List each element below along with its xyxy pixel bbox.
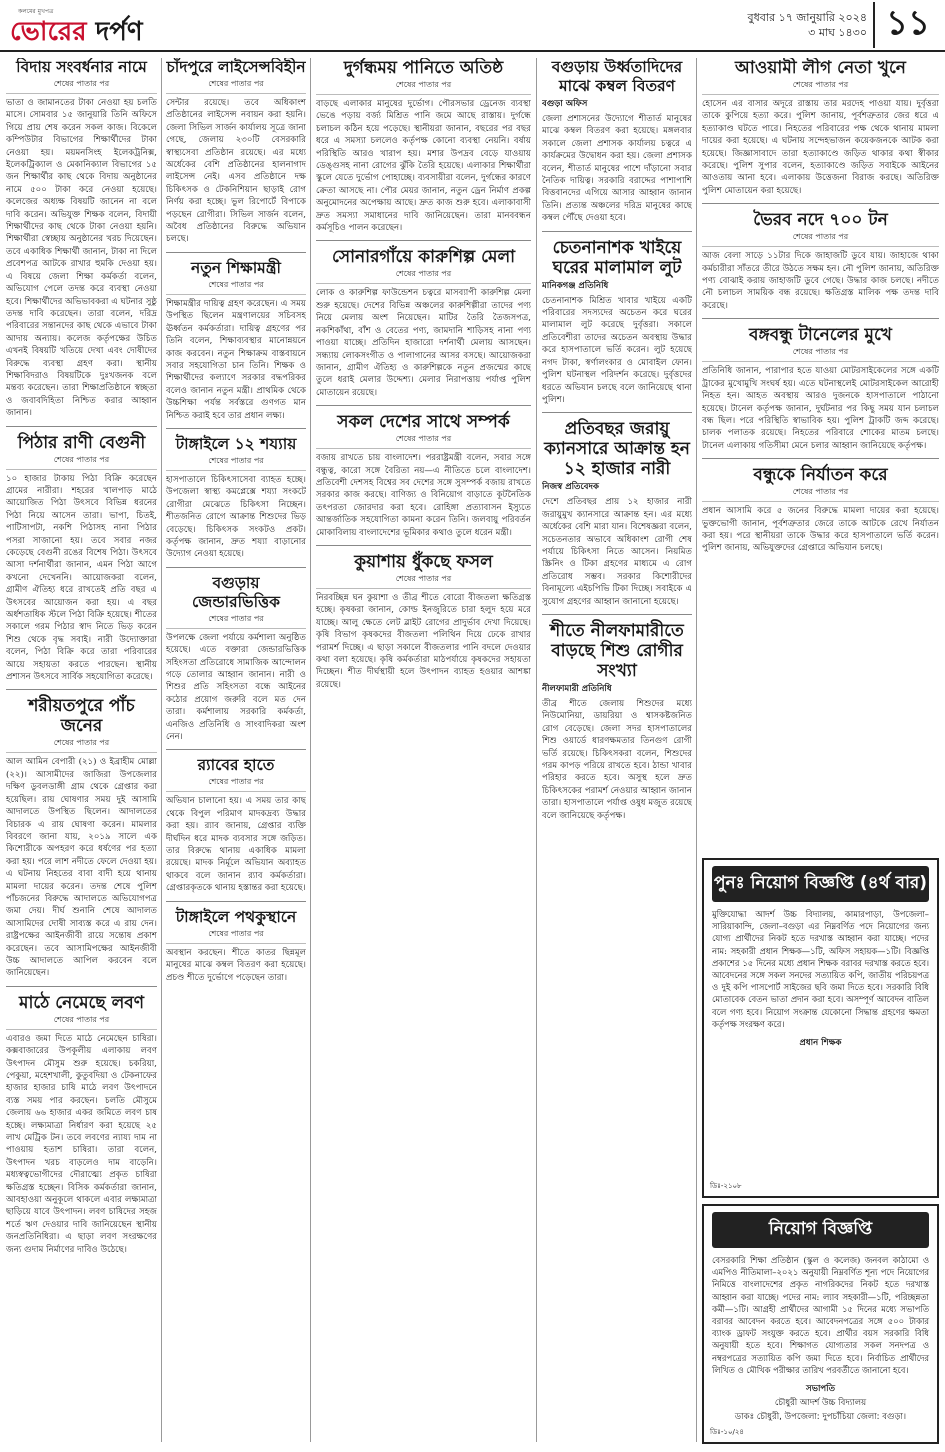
dateline bbox=[748, 10, 868, 40]
column-4 bbox=[542, 58, 692, 1442]
ad-code: ডিঃ-১০/২৪ bbox=[710, 1428, 744, 1436]
divider bbox=[6, 689, 157, 690]
continued-label: শেষের পাতার পর bbox=[166, 78, 306, 94]
date-gregorian: বুধবার ১৭ জানুয়ারি ২০২৪ bbox=[747, 11, 867, 24]
story bbox=[316, 58, 531, 234]
story bbox=[702, 465, 939, 555]
story-headline[interactable]: দুর্গন্ধময় পানিতে অতিষ্ঠ bbox=[343, 58, 504, 78]
continued-label: শেষের পাতার পর bbox=[166, 455, 306, 471]
story-headline[interactable]: নতুন শিক্ষামন্ত্রী bbox=[191, 258, 281, 277]
story-byline: বগুড়া অফিস bbox=[542, 99, 588, 109]
story bbox=[316, 412, 531, 539]
story-body: প্রতিনিধি জানান, পারাপার হতে যাওয়া মোটরসাইকেলের সঙ্গে একটি ট্রাকের মুখোমুখি সংঘর্ষ হয়। এতে ঘটনাস্থলেই মোটরসাইকেল আরোহী নিহত হন। আহত অবস্থায় আরও দুজনকে হাসপাতালে পাঠানো হয়েছে। টানেল কর্তৃপক্ষ জানান, দুর্ঘটনার পর কিছু সময় যান চলাচল বন্ধ ছিল। পরে পরিস্থিতি স্বাভাবিক হয়। পুলিশ ট্রাকটি জব্দ করেছে। চালক পলাতক রয়েছে। নিহতের পরিবারে শোকের মাতম চলছে। টানেল এলাকায় গতিসীমা মেনে চলার আহ্বান জানিয়েছে কর্তৃপক্ষ। bbox=[702, 366, 939, 451]
ad-body: বেসরকারি শিক্ষা প্রতিষ্ঠান (স্কুল ও কলেজ) জনবল কাঠামো ও এমপিও নীতিমালা–২০২১ অনুযায়ী নিম্নবর্ণিত শূন্য পদে নিয়োগের নিমিত্তে বাংলাদেশের প্রকৃত নাগরিকদের নিকট হতে দরখাস্ত আহ্বান করা যাচ্ছে। পদের নাম: ল্যাব সহকারী—১টি, পরিচ্ছন্নতা কর্মী—১টি। আগ্রহী প্রার্থীদের আগামী ১৫ দিনের মধ্যে সভাপতি বরাবর আবেদন করতে হবে। আবেদনপত্রের সঙ্গে ৫০০ টাকার ব্যাংক ড্রাফট সংযুক্ত করতে হবে। প্রার্থীর বয়স সরকারি বিধি অনুযায়ী হতে হবে। শিক্ষাগত যোগ্যতার সকল সনদপত্র ও নম্বরপত্রের সত্যায়িত কপি জমা দিতে হবে। নির্বাচিত প্রার্থীদের লিখিত ও মৌখিক পরীক্ষার তারিখ পরবর্তীতে জানানো হবে। bbox=[712, 1255, 929, 1375]
story-headline[interactable]: চাঁদপুরে লাইসেন্সবিহীন bbox=[166, 58, 306, 76]
story-headline[interactable]: শরীয়তপুরে পাঁচ জনের bbox=[28, 696, 135, 737]
divider bbox=[166, 901, 306, 902]
story bbox=[542, 621, 692, 822]
story bbox=[316, 552, 531, 691]
story-byline: নীলফামারী প্রতিনিধি bbox=[542, 683, 612, 694]
story-headline[interactable]: বন্ধুকে নির্যাতন করে bbox=[753, 465, 888, 486]
divider bbox=[316, 240, 531, 241]
story-body: হাসপাতালে চিকিৎসাসেবা ব্যাহত হচ্ছে। উপজেলা স্বাস্থ্য কমপ্লেক্সে শয্যা সংকটে রোগীরা মেঝেতে চিকিৎসা নিচ্ছেন। শীতজনিত রোগে আক্রান্ত শিশুদের ভিড় বেড়েছে। চিকিৎসক সংকটও প্রকট। কর্তৃপক্ষ জানান, দ্রুত শয্যা বাড়ানোর উদ্যোগ নেওয়া হয়েছে। bbox=[166, 474, 306, 560]
ad-code: ডিঃ-২১০৮ bbox=[710, 1182, 742, 1190]
story bbox=[166, 58, 306, 246]
story bbox=[166, 574, 306, 744]
ad-body: মুক্তিযোদ্ধা আদর্শ উচ্চ বিদ্যালয়, কামারপাড়া, উপজেলা–সারিয়াকান্দি, জেলা–বগুড়া এর নিম্নবর্ণিত পদে নিয়োগের জন্য যোগ্য প্রার্থীদের নিকট হতে দরখাস্ত আহ্বান করা যাচ্ছে। পদের নাম: সহকারী প্রধান শিক্ষক—১টি, অফিস সহায়ক—১টি। বিজ্ঞপ্তি প্রকাশের ১৫ দিনের মধ্যে প্রধান শিক্ষক বরাবর দরখাস্ত করতে হবে। আবেদনের সঙ্গে সকল সনদের সত্যায়িত কপি, জাতীয় পরিচয়পত্র ও দুই কপি পাসপোর্ট সাইজের ছবি জমা দিতে হবে। সরকারি বিধি মোতাবেক বেতন ভাতা প্রদান করা হবে। অসম্পূর্ণ আবেদন বাতিল বলে গণ্য হবে। নিয়োগ সংক্রান্ত যেকোনো সিদ্ধান্ত গ্রহণের ক্ষমতা কর্তৃপক্ষ সংরক্ষণ করে। bbox=[712, 909, 929, 1029]
story-headline[interactable]: র‍্যাবের হাতে bbox=[197, 756, 275, 775]
story bbox=[166, 259, 306, 422]
story-body: বজায় রাখতে চায় বাংলাদেশ। পররাষ্ট্রমন্ত্রী বলেন, সবার সঙ্গে বন্ধুত্ব, কারো সঙ্গে বৈরিতা নয়—এ নীতিতে চলে বাংলাদেশ। প্রতিবেশী দেশসহ বিশ্বের সব দেশের সঙ্গে সুসম্পর্ক বজায় রাখতে সরকার কাজ করছে। বাণিজ্য ও বিনিয়োগ বাড়াতে কূটনৈতিক তৎপরতা জোরদার করা হবে। রোহিঙ্গা প্রত্যাবাসন ইস্যুতে আন্তর্জাতিক সহযোগিতা কামনা করেন তিনি। জলবায়ু পরিবর্তন মোকাবিলায় বাংলাদেশের ভূমিকার কথাও তুলে ধরেন মন্ত্রী। bbox=[316, 453, 531, 538]
story-body: শিক্ষামন্ত্রীর দায়িত্ব গ্রহণ করেছেন। এ সময় উপস্থিত ছিলেন মন্ত্রণালয়ের সচিবসহ ঊর্ধ্বতন কর্মকর্তারা। দায়িত্ব গ্রহণের পর তিনি বলেন, শিক্ষাব্যবস্থার মানোন্নয়নে কাজ করবেন। নতুন শিক্ষাক্রম বাস্তবায়নে সবার সহযোগিতা চান তিনি। শিক্ষক ও শিক্ষার্থীদের কল্যাণে সরকার বদ্ধপরিকর বলেও জানান নতুন মন্ত্রী। প্রাথমিক থেকে উচ্চশিক্ষা পর্যন্ত সর্বস্তরে গুণগত মান নিশ্চিত করাই হবে তার প্রধান লক্ষ্য। bbox=[166, 298, 306, 421]
story-headline[interactable]: সোনারগাঁয়ে কারুশিল্প মেলা bbox=[331, 247, 516, 268]
divider bbox=[702, 203, 939, 204]
story-body: নিরবচ্ছিন্ন ঘন কুয়াশা ও তীব্র শীতে বোরো বীজতলা ক্ষতিগ্রস্ত হচ্ছে। কৃষকরা জানান, কোল্ড ইনজুরিতে চারা হলুদ হয়ে মরে যাচ্ছে। আলু ক্ষেতে লেট ব্লাইট রোগের প্রাদুর্ভাব দেখা দিয়েছে। কৃষি বিভাগ কৃষকদের বীজতলা পলিথিন দিয়ে ঢেকে রাখার পরামর্শ দিচ্ছে। এ ছাড়া সকালে বীজতলার পানি বদলে দেওয়ার কথা বলা হয়েছে। কৃষি কর্মকর্তারা মাঠপর্যায়ে কৃষকদের সহায়তা দিচ্ছেন। শীত দীর্ঘস্থায়ী হলে উৎপাদন ব্যাহত হওয়ার আশঙ্কা রয়েছে। bbox=[316, 592, 531, 690]
story-body: আল আমিন বেপারী (২১) ও ইব্রাহীম মোল্লা (২২)। আসামীদের জাজিরা উপজেলার দক্ষিণ ডুবলডাঙ্গী গ্রাম থেকে গ্রেপ্তার করা হয়েছিল। রায় ঘোষণার সময় দুই আসামি আদালতে উপস্থিত ছিলেন। আদালতের বিচারক এ রায় ঘোষণা করেন। মামলার বিবরণে জানা যায়, ২০১৯ সালে এক কিশোরীকে অপহরণ করে ধর্ষণের পর হত্যা করা হয়। পরে লাশ নদীতে ফেলে দেওয়া হয়। এ ঘটনায় নিহতের বাবা বাদী হয়ে থানায় মামলা দায়ের করেন। তদন্ত শেষে পুলিশ পাঁচজনের বিরুদ্ধে আদালতে অভিযোগপত্র জমা দেয়। দীর্ঘ শুনানি শেষে আদালত আসামিদের দোষী সাব্যস্ত করে এ রায় দেন। রাষ্ট্রপক্ষের আইনজীবী রায়ে সন্তোষ প্রকাশ করেছেন। তবে আসামিপক্ষের আইনজীবী উচ্চ আদালতে আপিল করবেন বলে জানিয়েছেন। bbox=[6, 757, 157, 979]
story-body: অবস্থান করছেন। শীতে কাতর ছিন্নমূল মানুষের মাঝে কম্বল বিতরণ করা হয়েছে। প্রচণ্ড শীতে দুর্ভোগে পড়েছেন তারা। bbox=[166, 947, 306, 983]
divider bbox=[316, 545, 531, 546]
story-headline[interactable]: চেতনানাশক খাইয়ে ঘরের মালামাল লুট bbox=[552, 237, 682, 278]
divider bbox=[316, 405, 531, 406]
column-rule bbox=[161, 58, 162, 1442]
divider bbox=[542, 412, 692, 413]
date-bengali: ৩ মাঘ ১৪৩০ bbox=[808, 26, 867, 39]
story-body: জেলা প্রশাসনের উদ্যোগে শীতার্ত মানুষের মাঝে কম্বল বিতরণ করা হয়েছে। মঙ্গলবার সকালে জেলা প্রশাসক কার্যালয় চত্বরে এ কার্যক্রমের উদ্বোধন করা হয়। জেলা প্রশাসক বলেন, শীতার্ত মানুষের পাশে দাঁড়ানো সবার নৈতিক দায়িত্ব। সরকারি বরাদ্দের পাশাপাশি বিত্তবানদের এগিয়ে আসার আহ্বান জানান তিনি। প্রত্যন্ত অঞ্চলের দরিদ্র মানুষের কাছে কম্বল পৌঁছে দেওয়া হবে। bbox=[542, 114, 692, 224]
story bbox=[702, 210, 939, 312]
story bbox=[6, 433, 157, 684]
ad-title: পুনঃ নিয়োগ বিজ্ঞপ্তি (৪র্থ বার) bbox=[712, 866, 929, 902]
story-byline: মানিকগঞ্জ প্রতিনিধি bbox=[542, 280, 609, 291]
page-number: ১১ bbox=[873, 2, 941, 48]
story bbox=[702, 325, 939, 452]
story bbox=[702, 58, 939, 197]
continued-label: শেষের পাতার পর bbox=[166, 928, 306, 944]
story-headline[interactable]: আওয়ামী লীগ নেতা খুনে bbox=[735, 58, 906, 78]
story-headline[interactable]: টাঙ্গাইলে পথকুস্থানে bbox=[175, 907, 297, 926]
story-body: দেশে প্রতিবছর প্রায় ১২ হাজার নারী জরায়ুমুখ ক্যানসারে আক্রান্ত হন। এর মধ্যে অর্ধেকের বেশি মারা যান। বিশেষজ্ঞরা বলেন, সচেতনতার অভাবে অধিকাংশ রোগী শেষ পর্যায়ে চিকিৎসা নিতে আসেন। নিয়মিত স্ক্রিনিং ও টিকা গ্রহণের মাধ্যমে এ রোগ প্রতিরোধ সম্ভব। সরকার কিশোরীদের বিনামূল্যে এইচপিভি টিকা দিচ্ছে। সবাইকে এ সুযোগ গ্রহণের আহ্বান জানানো হয়েছে। bbox=[542, 497, 692, 607]
story-body: ১০ হাজার টাকায় পিঠা বিক্রি করেছেন গ্রামের নারীরা। শহরের খালপাড় মাঠে আয়োজিত পিঠা উৎসবে বিভিন্ন ধরনের পিঠা নিয়ে আসেন তারা। ভাপা, চিতই, পাটিসাপটা, নকশি পিঠাসহ নানা পিঠার পসরা সাজানো হয়। তবে সবার নজর কেড়েছে বেগুনী রঙের বিশেষ পিঠা। উৎসবে আসা দর্শনার্থীরা জানান, এমন পিঠা আগে কখনো দেখেননি। আয়োজকরা বলেন, গ্রামীণ ঐতিহ্য ধরে রাখতেই প্রতি বছর এ উৎসবের আয়োজন করা হয়। এ বছর অর্ধশতাধিক স্টলে পিঠা বিক্রি হয়েছে। শীতের সকালে গরম পিঠার স্বাদ নিতে ভিড় করেন শিশু থেকে বৃদ্ধ সবাই। নারী উদ্যোক্তারা বলেন, পিঠা বিক্রি করে তারা পরিবারের আয়ে সহায়তা করতে পারছেন। স্থানীয় প্রশাসন উৎসবে সার্বিক সহযোগিতা করেছে। bbox=[6, 473, 157, 683]
story-body: তীব্র শীতে জেলায় শিশুদের মধ্যে নিউমোনিয়া, ডায়রিয়া ও শ্বাসকষ্টজনিত রোগ বেড়েছে। জেলা সদর হাসপাতালের শিশু ওয়ার্ডে ধারণক্ষমতার তিনগুণ রোগী ভর্তি রয়েছে। চিকিৎসকরা বলেন, শিশুদের গরম কাপড় পরিয়ে রাখতে হবে। ঠান্ডা খাবার পরিহার করতে হবে। অসুস্থ হলে দ্রুত চিকিৎসকের পরামর্শ নেওয়ার আহ্বান জানান তারা। হাসপাতালে পর্যাপ্ত ওষুধ মজুত রয়েছে বলে জানিয়েছে কর্তৃপক্ষ। bbox=[542, 698, 692, 821]
continued-label: শেষের পাতার পর bbox=[6, 737, 157, 753]
newspaper-logo[interactable] bbox=[10, 6, 160, 46]
divider bbox=[166, 252, 306, 253]
story bbox=[166, 908, 306, 984]
story-headline[interactable]: বঙ্গবন্ধু টানেলের মুখে bbox=[749, 325, 892, 346]
story bbox=[6, 993, 157, 1256]
story-body: বাড়ছে এলাকার মানুষের দুর্ভোগ। পৌরসভার ড্রেনেজ ব্যবস্থা ভেঙে পড়ায় বর্জ্য মিশ্রিত পানি জমে আছে রাস্তায়। দুর্গন্ধে চলাচল কঠিন হয়ে পড়েছে। স্থানীয়রা জানান, বছরের পর বছর ধরে এ সমস্যা চললেও কর্তৃপক্ষ কোনো ব্যবস্থা নেয়নি। বর্ষায় পরিস্থিতি আরও খারাপ হয়। মশার উপদ্রব বেড়ে যাওয়ায় ডেঙ্গুসহ নানা রোগের ঝুঁকি তৈরি হয়েছে। এলাকার শিক্ষার্থীরা স্কুলে যেতে দুর্ভোগ পোহাচ্ছে। ব্যবসায়ীরা বলেন, দুর্গন্ধের কারণে ক্রেতা আসছে না। পৌর মেয়র জানান, নতুন ড্রেন নির্মাণ প্রকল্প অনুমোদনের অপেক্ষায় আছে। দ্রুত কাজ শুরু হবে। এলাকাবাসী দ্রুত সমস্যা সমাধানের দাবি জানিয়েছেন। তারা মানববন্ধন কর্মসূচিও পালন করেছেন। bbox=[316, 99, 531, 234]
story-headline[interactable]: সকল দেশের সাথে সম্পর্ক bbox=[337, 412, 510, 433]
continued-label: শেষের পাতার পর bbox=[316, 433, 531, 449]
divider bbox=[542, 614, 692, 615]
logo-tagline: কলমের মুখপত্র bbox=[18, 8, 54, 15]
continued-label: শেষের পাতার পর bbox=[6, 1014, 157, 1030]
story-body: উপলক্ষে জেলা পর্যায়ে কর্মশালা অনুষ্ঠিত হয়েছে। এতে বক্তারা জেন্ডারভিত্তিক সহিংসতা প্রতিরোধে সামাজিক আন্দোলন গড়ে তোলার আহ্বান জানান। নারী ও শিশুর প্রতি সহিংসতা বন্ধে আইনের কঠোর প্রয়োগ জরুরি বলে মত দেন তারা। কর্মশালায় সরকারি কর্মকর্তা, এনজিও প্রতিনিধি ও সাংবাদিকরা অংশ নেন। bbox=[166, 632, 306, 743]
ad-signature: প্রধান শিক্ষক bbox=[799, 1038, 842, 1049]
story-body: প্রধান আসামি করে ৫ জনের বিরুদ্ধে মামলা দায়ের করা হয়েছে। ভুক্তভোগী জানান, পূর্বশত্রুতার জেরে তাকে আটকে রেখে নির্যাতন করা হয়। পরে স্থানীয়রা তাকে উদ্ধার করে হাসপাতালে ভর্তি করেন। পুলিশ জানায়, অভিযুক্তদের গ্রেপ্তারে অভিযান চলছে। bbox=[702, 506, 939, 554]
continued-label: শেষের পাতার পর bbox=[316, 79, 531, 95]
story bbox=[542, 58, 692, 225]
masthead bbox=[0, 0, 945, 52]
recruitment-ad[interactable] bbox=[702, 1204, 939, 1444]
divider bbox=[542, 231, 692, 232]
ad-title: নিয়োগ বিজ্ঞপ্তি bbox=[712, 1212, 929, 1248]
continued-label: শেষের পাতার পর bbox=[166, 613, 306, 629]
story-body: অভিযান চালানো হয়। এ সময় তার কাছ থেকে বিপুল পরিমাণ মাদকদ্রব্য উদ্ধার করা হয়। র‍্যাব জানায়, গ্রেপ্তার ব্যক্তি দীর্ঘদিন ধরে মাদক ব্যবসার সঙ্গে জড়িত। তার বিরুদ্ধে থানায় একাধিক মামলা রয়েছে। মাদক নির্মূলে অভিযান অব্যাহত থাকবে বলে জানান র‍্যাব কর্মকর্তারা। গ্রেপ্তারকৃতকে থানায় হস্তান্তর করা হয়েছে। bbox=[166, 796, 306, 894]
column-rule bbox=[536, 58, 537, 1442]
story-headline[interactable]: পিঠার রাণী বেগুনী bbox=[17, 432, 146, 453]
column-rule bbox=[310, 58, 311, 1442]
story-body: সেন্টার রয়েছে। তবে অধিকাংশ প্রতিষ্ঠানের লাইসেন্স নবায়ন করা হয়নি। জেলা সিভিল সার্জন কার্যালয় সূত্রে জানা গেছে, জেলায় ২৩০টি বেসরকারি স্বাস্থ্যসেবা প্রতিষ্ঠান রয়েছে। এর মধ্যে অর্ধেকের বেশি প্রতিষ্ঠানের হালনাগাদ লাইসেন্স নেই। এসব প্রতিষ্ঠানে দক্ষ চিকিৎসক ও টেকনিশিয়ান ছাড়াই রোগ নির্ণয় করা হচ্ছে। ভুল রিপোর্টে বিপাকে পড়ছেন রোগীরা। সিভিল সার্জন বলেন, অবৈধ প্রতিষ্ঠানের বিরুদ্ধে অভিযান চলছে। bbox=[166, 98, 306, 245]
column-rule bbox=[696, 58, 697, 1442]
story bbox=[166, 756, 306, 894]
story bbox=[166, 435, 306, 561]
divider bbox=[6, 426, 157, 427]
continued-label: শেষের পাতার পর bbox=[702, 346, 939, 362]
story-byline: নিজস্ব প্রতিবেদক bbox=[542, 482, 599, 493]
logo-name: ভোরের দর্পণ bbox=[10, 17, 143, 47]
story-headline[interactable]: মাঠে নেমেছে লবণ bbox=[19, 992, 144, 1013]
story-body: চেতনানাশক মিশ্রিত খাবার খাইয়ে একটি পরিবারের সদস্যদের অচেতন করে ঘরের মালামাল লুট করেছে দুর্বৃত্তরা। সকালে প্রতিবেশীরা তাদের অচেতন অবস্থায় উদ্ধার করে হাসপাতালে ভর্তি করেন। লুট হয়েছে নগদ টাকা, স্বর্ণালংকার ও মোবাইল ফোন। পুলিশ ঘটনাস্থল পরিদর্শন করেছে। দুর্বৃত্তদের ধরতে অভিযান চলছে বলে জানিয়েছে থানা পুলিশ। bbox=[542, 295, 692, 405]
story-headline[interactable]: কুয়াশায় ধুঁকছে ফসল bbox=[354, 551, 493, 572]
story-headline[interactable]: বিদায় সংবর্ধনার নামে bbox=[16, 58, 147, 76]
story bbox=[6, 58, 157, 420]
column-1 bbox=[6, 58, 157, 1442]
story-headline[interactable]: বগুড়ায় উর্ধ্বতাদিদের মাঝে কম্বল বিতরণ bbox=[551, 58, 683, 95]
story bbox=[316, 247, 531, 399]
story-headline[interactable]: প্রতিবছর জরায়ু ক্যানসারে আক্রান্ত হন ১২ হাজার নারী bbox=[544, 419, 690, 480]
continued-label: শেষের পাতার পর bbox=[6, 78, 157, 94]
divider bbox=[166, 749, 306, 750]
story-headline[interactable]: টাঙ্গাইলে ১২ শয্যায় bbox=[175, 434, 297, 453]
story bbox=[542, 419, 692, 608]
divider bbox=[702, 318, 939, 319]
story-body: লোক ও কারুশিল্প ফাউন্ডেশন চত্বরে মাসব্যাপী কারুশিল্প মেলা শুরু হয়েছে। দেশের বিভিন্ন অঞ্চলের কারুশিল্পীরা তাদের পণ্য নিয়ে মেলায় অংশ নিয়েছেন। মাটির তৈরি তৈজসপত্র, নকশিকাঁথা, বাঁশ ও বেতের পণ্য, জামদানি শাড়িসহ নানা পণ্য পাওয়া যাচ্ছে। প্রতিদিন হাজারো দর্শনার্থী মেলায় আসছেন। সন্ধ্যায় লোকসংগীত ও পালাগানের আসর বসছে। আয়োজকরা জানান, গ্রামীণ ঐতিহ্য ও কারুশিল্পকে নতুন প্রজন্মের কাছে তুলে ধরাই মেলার উদ্দেশ্য। মেলার নিরাপত্তায় পর্যাপ্ত পুলিশ মোতায়েন রয়েছে। bbox=[316, 288, 531, 398]
ad-signature: সভাপতি চৌধুরী আদর্শ উচ্চ বিদ্যালয় ডাকঃ চৌধুরী, উপজেলা: দুপচাঁচিয়া জেলা: বগুড়া। bbox=[734, 1384, 907, 1423]
column-5 bbox=[702, 58, 939, 852]
story-body: ভাতা ও জামানতের টাকা নেওয়া হয় চলতি মাসে। সোমবার ১৫ জানুয়ারি তিনি অফিসে গিয়ে প্রায় শেষ করেন সকল কাজ। বিকেলে কম্পিউটার বিভাগের শিক্ষার্থীদের টাকা নেওয়া হয়। ময়মনসিংহ ইলেকট্রনিক্স, ইলেকট্রিক্যাল ও মেকানিক্যাল বিভাগের ১৫ জন শিক্ষার্থীর কাছ থেকে বিদায় অনুষ্ঠানের নামে ৫০০ টাকা করে নেওয়া হয়েছে। কলেজের অধ্যক্ষ বিষয়টি জানেন না বলে দাবি করেন। অভিযুক্ত শিক্ষক বলেন, বিদায়ী শিক্ষার্থীদের কাছ থেকে টাকা নেওয়া হয়নি। শিক্ষার্থীরা স্বেচ্ছায় অনুষ্ঠানের খরচ দিয়েছেন। তবে একাধিক শিক্ষার্থী জানান, টাকা না দিলে প্রবেশপত্র আটকে রাখার হুমকি দেওয়া হয়। এ বিষয়ে জেলা শিক্ষা কর্মকর্তা বলেন, অভিযোগ পেলে তদন্ত করে ব্যবস্থা নেওয়া হবে। শিক্ষার্থীদের অভিভাবকরা এ ঘটনার সুষ্ঠু তদন্ত দাবি করেছেন। তারা বলেন, দরিদ্র পরিবারের সন্তানদের কাছ থেকে এভাবে টাকা আদায় অন্যায়। কলেজ কর্তৃপক্ষের উচিত এখনই বিষয়টি খতিয়ে দেখা এবং দোষীদের বিরুদ্ধে ব্যবস্থা গ্রহণ করা। স্থানীয় শিক্ষাবিদরাও বিষয়টিকে দুঃখজনক বলে মন্তব্য করেছেন। তারা শিক্ষাপ্রতিষ্ঠানে স্বচ্ছতা ও জবাবদিহিতা নিশ্চিত করার আহ্বান জানান। bbox=[6, 98, 157, 419]
story-body: এবারও জমা দিতে মাঠে নেমেছেন চাষিরা। কক্সবাজারের উপকূলীয় এলাকায় লবণ উৎপাদন মৌসুম শুরু হয়েছে। চকরিয়া, পেকুয়া, মহেশখালী, কুতুবদিয়া ও টেকনাফের হাজার হাজার চাষি মাঠে লবণ উৎপাদনে ব্যস্ত সময় পার করছেন। চলতি মৌসুমে জেলায় ৬৬ হাজার একর জমিতে লবণ চাষ হচ্ছে। লক্ষ্যমাত্রা নির্ধারণ করা হয়েছে ২৫ লাখ মেট্রিক টন। তবে লবণের ন্যায্য দাম না পাওয়ায় হতাশ চাষিরা। তারা বলেন, উৎপাদন খরচ বাড়লেও দাম বাড়েনি। মধ্যস্বত্বভোগীদের দৌরাত্ম্যে প্রকৃত চাষিরা ক্ষতিগ্রস্ত হচ্ছেন। বিসিক কর্মকর্তারা জানান, আবহাওয়া অনুকূলে থাকলে এবার লক্ষ্যমাত্রা ছাড়িয়ে যাবে উৎপাদন। লবণ চাষিদের সহজ শর্তে ঋণ দেওয়ার দাবি জানিয়েছেন স্থানীয় জনপ্রতিনিধিরা। এ ছাড়া লবণ সংরক্ষণের জন্য গুদাম নির্মাণের দাবিও উঠেছে। bbox=[6, 1033, 157, 1255]
continued-label: শেষের পাতার পর bbox=[316, 573, 531, 589]
story-body: আজ বেলা সাড়ে ১১টার দিকে জাহাজটি ডুবে যায়। জাহাজে থাকা কর্মচারীরা সাঁতরে তীরে উঠতে সক্ষম হন। নৌ পুলিশ জানায়, অতিরিক্ত পণ্য বোঝাই করায় জাহাজটি ডুবে গেছে। উদ্ধার কাজ চলছে। নদীতে নৌ চলাচল সাময়িক বন্ধ রয়েছে। ক্ষতিগ্রস্ত মালিক পক্ষ তদন্ত দাবি করেছে। bbox=[702, 251, 939, 311]
story bbox=[6, 696, 157, 979]
column-2 bbox=[166, 58, 306, 1442]
recruitment-ad-4th[interactable] bbox=[702, 858, 939, 1198]
continued-label: শেষের পাতার পর bbox=[702, 486, 939, 502]
divider bbox=[166, 567, 306, 568]
column-3 bbox=[316, 58, 531, 1442]
divider bbox=[6, 986, 157, 987]
continued-label: শেষের পাতার পর bbox=[6, 454, 157, 470]
story bbox=[542, 238, 692, 407]
story-headline[interactable]: শীতে নীলফামারীতে বাড়ছে শিশু রোগীর সংখ্যা bbox=[550, 620, 684, 681]
story-headline[interactable]: বগুড়ায় জেন্ডারভিত্তিক bbox=[192, 573, 280, 611]
continued-label: শেষের পাতার পর bbox=[316, 268, 531, 284]
continued-label: শেষের পাতার পর bbox=[702, 79, 939, 95]
continued-label: শেষের পাতার পর bbox=[702, 231, 939, 247]
continued-label: শেষের পাতার পর bbox=[166, 776, 306, 792]
story-body: হোসেন এর বাসার অদূরে রাস্তায় তার মরদেহ পাওয়া যায়। দুর্বৃত্তরা তাকে কুপিয়ে হত্যা করে। পুলিশ জানায়, পূর্বশত্রুতার জের ধরে এ হত্যাকাণ্ড ঘটতে পারে। নিহতের পরিবারের পক্ষ থেকে থানায় মামলা দায়ের করা হয়েছে। এ ঘটনায় সন্দেহভাজন কয়েকজনকে আটক করা হয়েছে। জিজ্ঞাসাবাদে তারা হত্যাকাণ্ডে জড়িত থাকার কথা স্বীকার করেছে। পুলিশ সুপার বলেন, হত্যাকাণ্ডে জড়িত সবাইকে আইনের আওতায় আনা হবে। এলাকায় উত্তেজনা বিরাজ করছে। অতিরিক্ত পুলিশ মোতায়েন করা হয়েছে। bbox=[702, 99, 939, 196]
divider bbox=[702, 458, 939, 459]
continued-label: শেষের পাতার পর bbox=[166, 279, 306, 295]
divider bbox=[166, 428, 306, 429]
story-headline[interactable]: ভৈরব নদে ৭০০ টন bbox=[753, 210, 888, 231]
